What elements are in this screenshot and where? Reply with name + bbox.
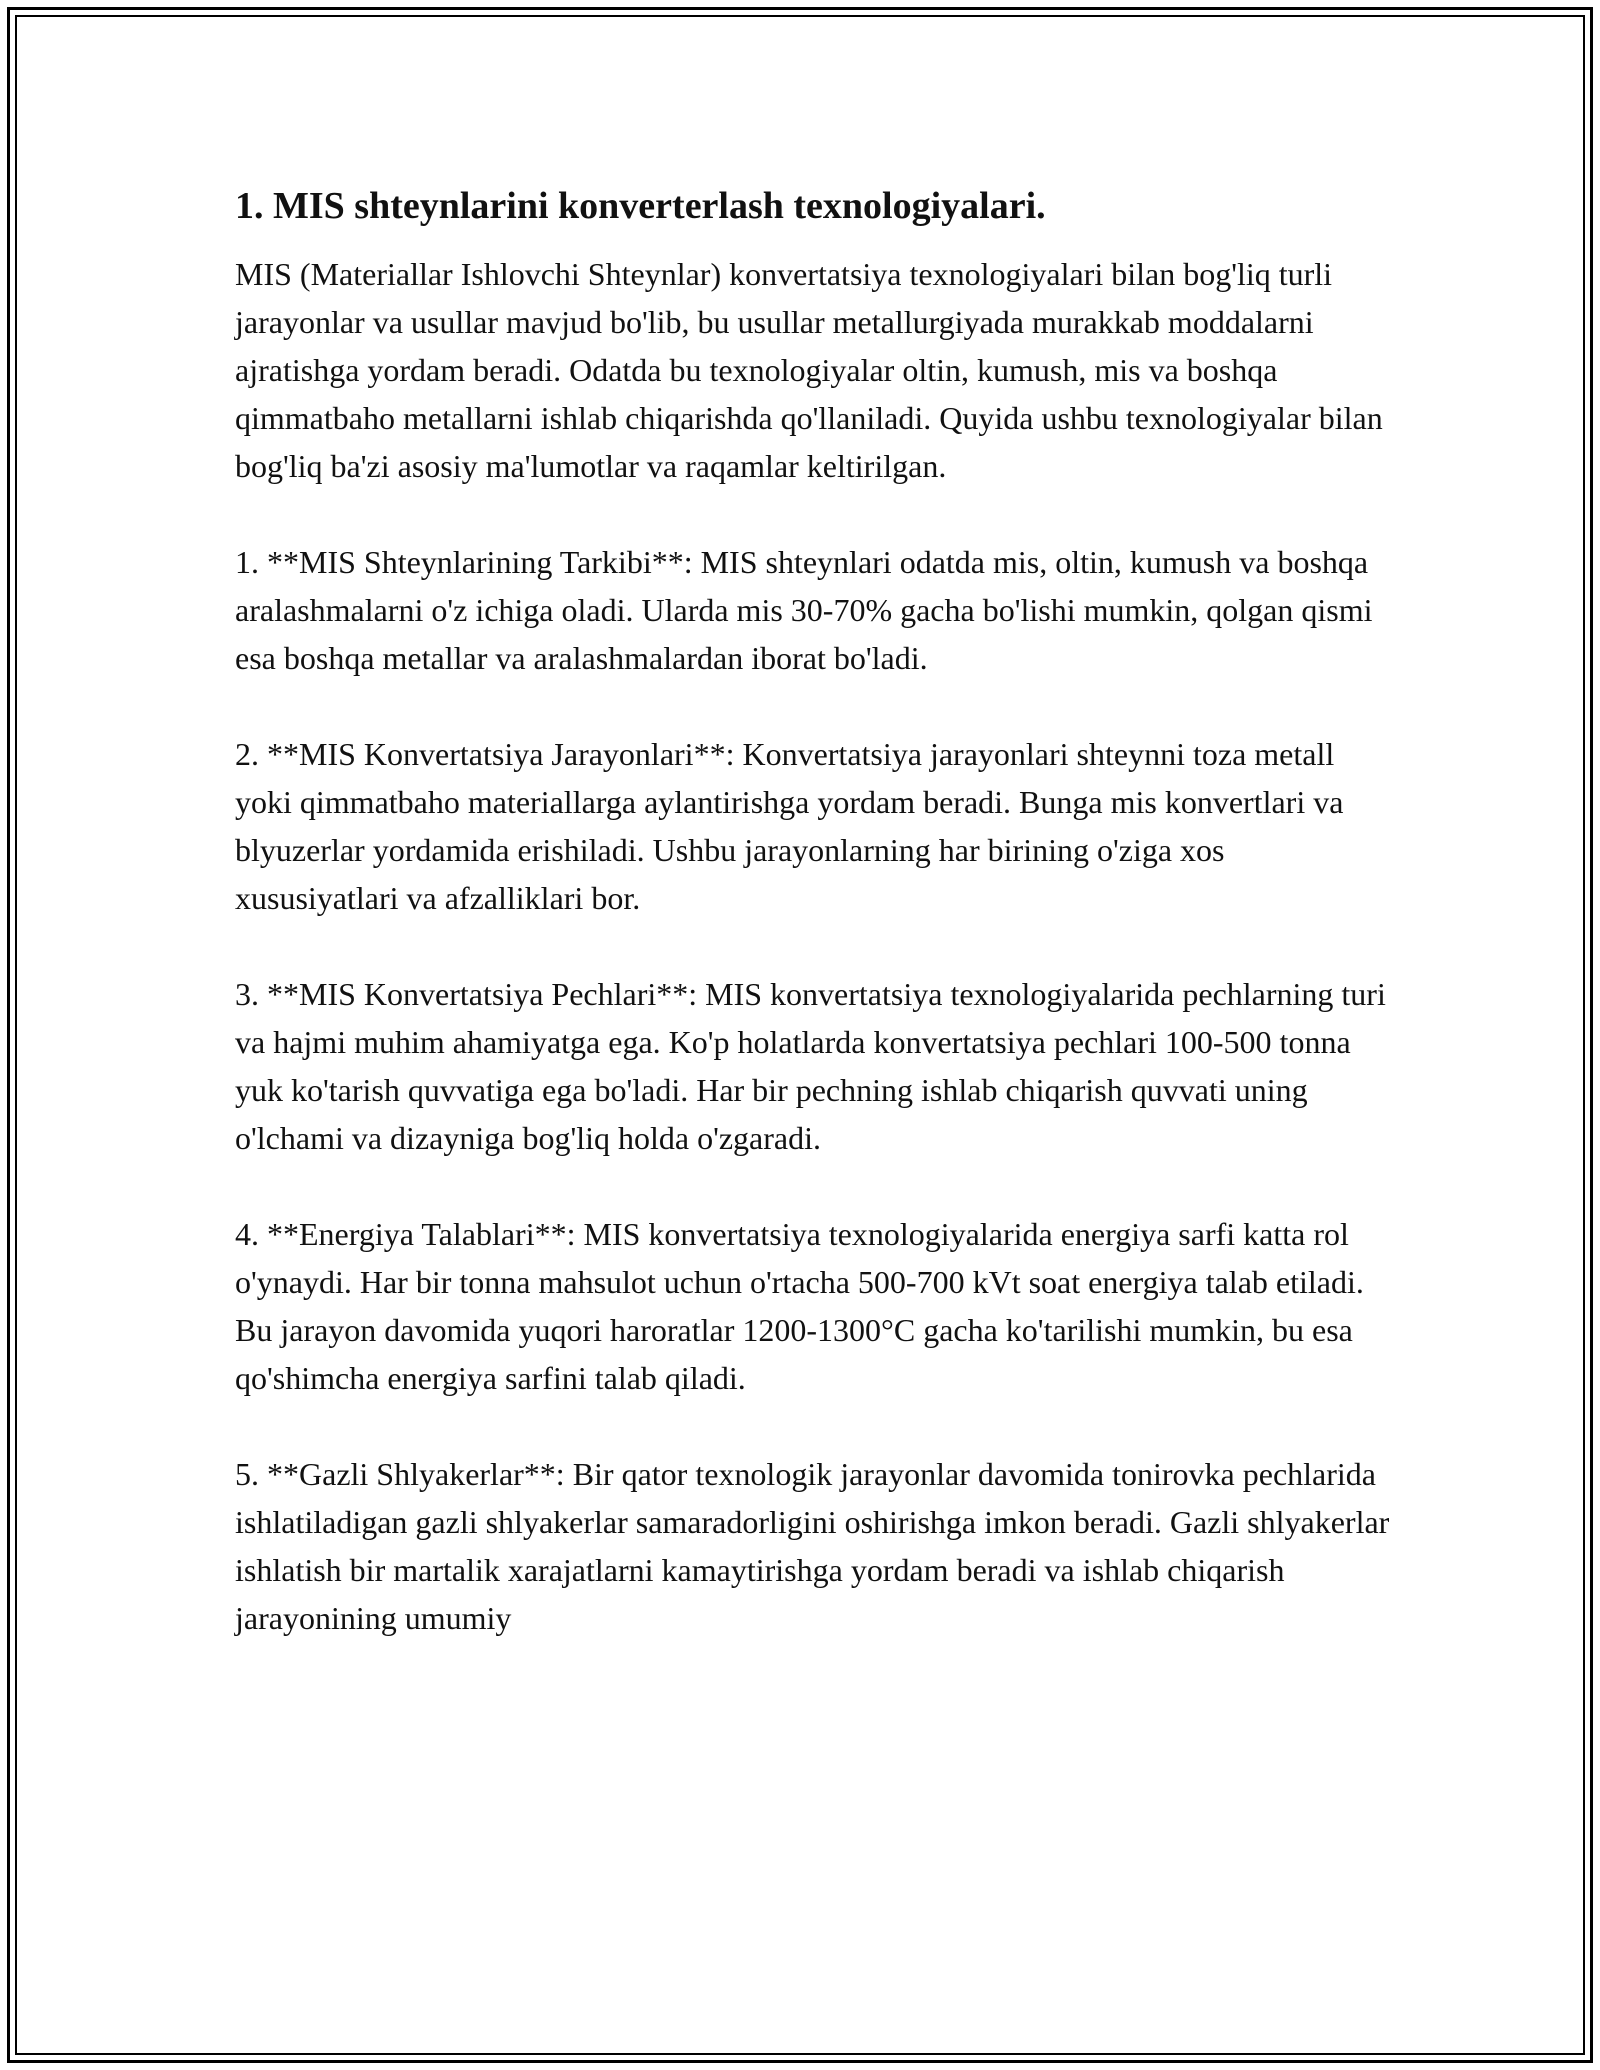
document-body (235, 182, 1395, 1690)
paragraph-jarayonlari: 2. **MIS Konvertatsiya Jarayonlari**: Konvertatsiya jarayonlari shteynni toza metall yoki qimmatbaho materiallarga aylantirishga yordam beradi. Bunga mis konvertlari va blyuzerlar yordamida erishiladi. Ushbu jarayonlarning har birining o'ziga xos xususiyatlari va afzalliklari bor. (235, 736, 1344, 916)
paragraph-pechlari: 3. **MIS Konvertatsiya Pechlari**: MIS konvertatsiya texnologiyalarida pechlarning turi va hajmi muhim ahamiyatga ega. Ko'p holatlarda konvertatsiya pechlari 100-500 tonna yuk ko'tarish quvvatiga ega bo'ladi. Har bir pechning ishlab chiqarish quvvati uning o'lchami va dizayniga bog'liq holda o'zgaradi. (235, 976, 1386, 1156)
document-title: 1. MIS shteynlarini konverterlash texnologiyalari. (235, 185, 1046, 227)
paragraph-gazli-shlyakerlar: 5. **Gazli Shlyakerlar**: Bir qator texnologik jarayonlar davomida tonirovka pechlarida ishlatiladigan gazli shlyakerlar samaradorligini oshirishga imkon beradi. Gazli shlyakerlar ishlatish bir martalik xarajatlarni kamaytirishga yordam beradi va ishlab chiqarish jarayonining umumiy (235, 1456, 1390, 1636)
paragraph-tarkibi: 1. **MIS Shteynlarining Tarkibi**: MIS shteynlari odatda mis, oltin, kumush va boshqa aralashmalarni o'z ichiga oladi. Ularda mis 30-70% gacha bo'lishi mumkin, qolgan qismi esa boshqa metallar va aralashmalardan iborat bo'ladi. (235, 544, 1373, 676)
paragraph-energiya: 4. **Energiya Talablari**: MIS konvertatsiya texnologiyalarida energiya sarfi katta rol o'ynaydi. Har bir tonna mahsulot uchun o'rtacha 500-700 kVt soat energiya talab etiladi. Bu jarayon davomida yuqori haroratlar 1200-1300°C gacha ko'tarilishi mumkin, bu esa qo'shimcha energiya sarfini talab qiladi. (235, 1216, 1364, 1396)
intro-paragraph: MIS (Materiallar Ishlovchi Shteynlar) konvertatsiya texnologiyalari bilan bog'liq turli jarayonlar va usullar mavjud bo'lib, bu usullar metallurgiyada murakkab moddalarni ajratishga yordam beradi. Odatda bu texnologiyalar oltin, kumush, mis va boshqa qimmatbaho metallarni ishlab chiqarishda qo'llaniladi. Quyida ushbu texnologiyalar bilan bog'liq ba'zi asosiy ma'lumotlar va raqamlar keltirilgan. (235, 256, 1383, 484)
